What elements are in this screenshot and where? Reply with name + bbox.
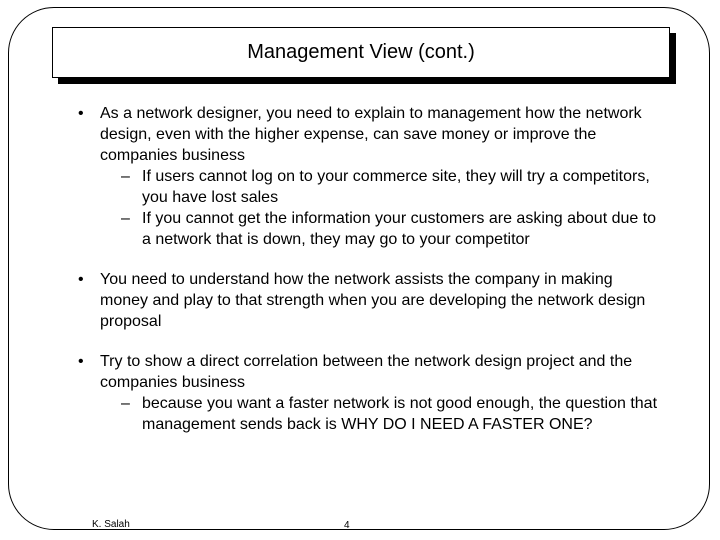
sub-bullet-text: because you want a faster network is not good enough, the question that management sends back is WHY DO I NEED A FASTER ONE? bbox=[142, 395, 658, 433]
bullet-text: As a network designer, you need to explain to management how the network design, even with the higher expense, can save money or improve the companies business bbox=[100, 105, 642, 164]
sub-bullet-item bbox=[100, 208, 658, 250]
dash-icon: – bbox=[121, 395, 130, 412]
sub-bullet-text: If you cannot get the information your customers are asking about due to a network that is down, they may go to your competitor bbox=[142, 210, 657, 248]
slide-title: Management View (cont.) bbox=[247, 41, 475, 63]
dash-icon: – bbox=[121, 210, 130, 227]
bullet-icon: • bbox=[78, 271, 84, 288]
sub-bullet-item bbox=[100, 393, 658, 435]
bullet-item bbox=[78, 103, 658, 250]
page-number: 4 bbox=[344, 520, 350, 531]
footer-author: K. Salah bbox=[92, 519, 130, 530]
bullet-list bbox=[78, 103, 658, 435]
bullet-text: You need to understand how the network assists the company in making money and play to that strength when you are developing the network design proposal bbox=[100, 271, 646, 330]
dash-icon: – bbox=[121, 168, 130, 185]
sub-bullet-item bbox=[100, 166, 658, 208]
bullet-icon: • bbox=[78, 105, 84, 122]
title-box bbox=[52, 27, 670, 78]
bullet-icon: • bbox=[78, 353, 84, 370]
bullet-item bbox=[78, 351, 658, 435]
bullet-item bbox=[78, 269, 658, 332]
sub-bullet-text: If users cannot log on to your commerce site, they will try a competitors, you have lost sales bbox=[142, 168, 650, 206]
bullet-text: Try to show a direct correlation between the network design project and the companies business bbox=[100, 353, 633, 391]
